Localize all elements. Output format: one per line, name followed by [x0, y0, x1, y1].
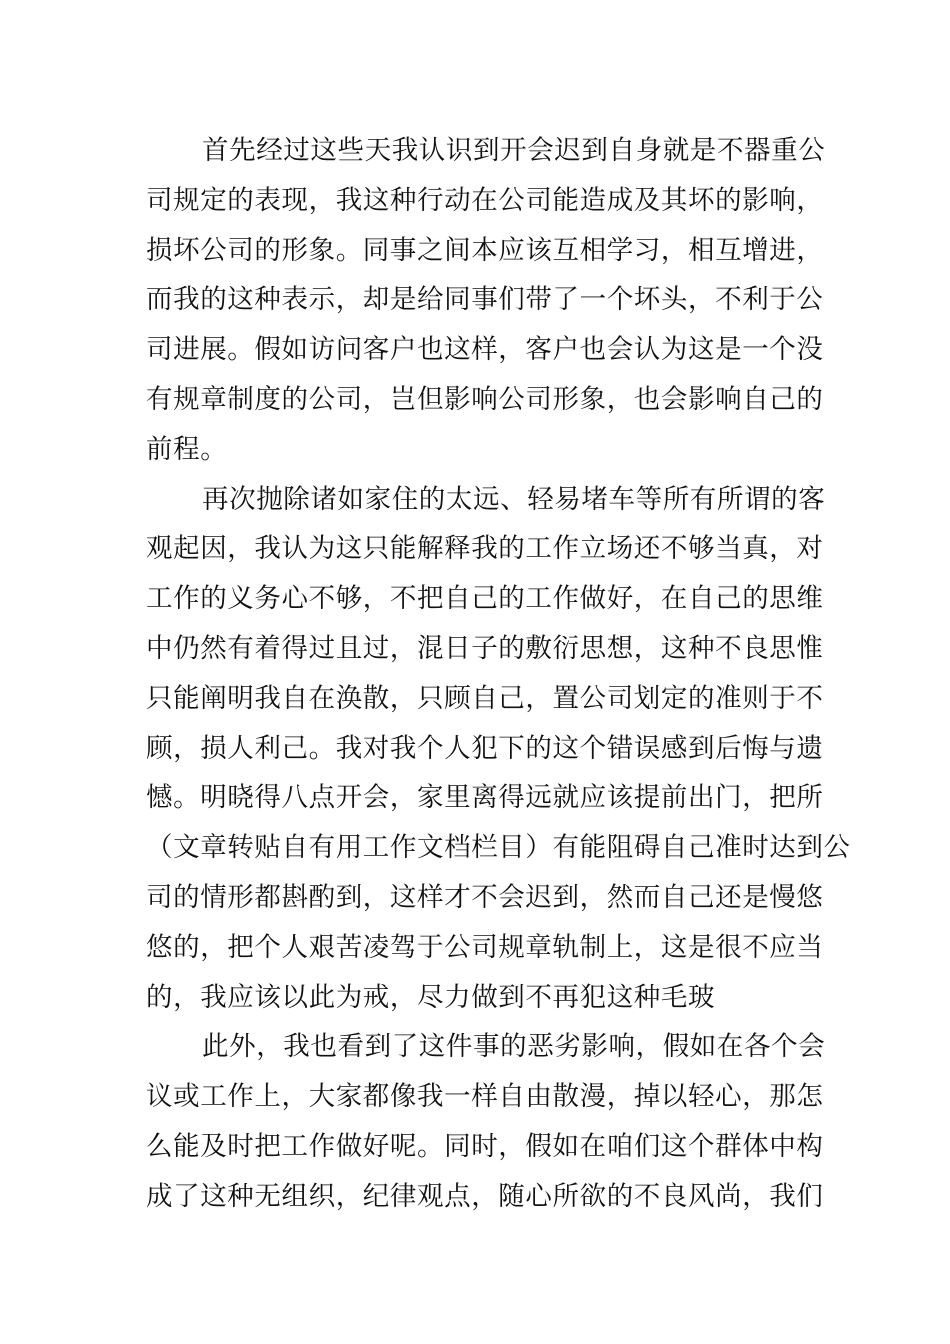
text-line: 么能及时把工作做好呢。同时，假如在咱们这个群体中构 — [146, 1130, 824, 1162]
text-line: 前程。 — [146, 433, 228, 465]
text-line: 中仍然有着得过且过，混日子的敷衍思想，这种不良思惟 — [146, 632, 824, 664]
text-line: 司的情形都斟酌到，这样才不会迟到，然而自己还是慢悠 — [146, 881, 824, 913]
text-line: 成了这种无组织，纪律观点，随心所欲的不良风尚，我们 — [146, 1180, 824, 1212]
text-line: 观起因，我认为这只能解释我的工作立场还不够当真，对 — [146, 533, 824, 565]
text-line: （文章转贴自有用工作文档栏目）有能阻碍自己准时达到公 — [146, 832, 851, 864]
paragraph-2 — [146, 475, 851, 1023]
text-line: 憾。明晓得八点开会，家里离得远就应该提前出门，把所 — [146, 782, 824, 814]
text-line: 的，我应该以此为戒，尽力做到不再犯这种毛玻 — [146, 981, 716, 1013]
text-line: 顾，损人利己。我对我个人犯下的这个错误感到后悔与遗 — [146, 732, 824, 764]
text-line: 此外，我也看到了这件事的恶劣影响，假如在各个会 — [202, 1031, 826, 1063]
text-line: 首先经过这些天我认识到开会迟到自身就是不器重公 — [202, 135, 826, 166]
text-line: 损坏公司的形象。同事之间本应该互相学习，相互增进， — [146, 234, 824, 266]
text-line: 有规章制度的公司，岂但影响公司形象，也会影响自己的 — [146, 383, 824, 415]
text-line: 司进展。假如访问客户也这样，客户也会认为这是一个没 — [146, 334, 824, 366]
paragraph-3 — [146, 1022, 826, 1221]
paragraph-1 — [146, 126, 826, 475]
text-line: 议或工作上，大家都像我一样自由散漫，掉以轻心，那怎 — [146, 1081, 824, 1113]
text-line: 工作的义务心不够，不把自己的工作做好，在自己的思维 — [146, 583, 824, 615]
document-body — [146, 126, 851, 1222]
text-line: 只能阐明我自在涣散，只顾自己，置公司划定的准则于不 — [146, 682, 824, 714]
text-line: 悠的，把个人艰苦凌驾于公司规章轨制上，这是很不应当 — [146, 931, 824, 963]
text-line: 再次抛除诸如家住的太远、轻易堵车等所有所谓的客 — [202, 483, 826, 515]
text-line: 而我的这种表示，却是给同事们带了一个坏头，不利于公 — [146, 284, 824, 316]
text-line: 司规定的表现，我这种行动在公司能造成及其坏的影响， — [146, 184, 824, 216]
